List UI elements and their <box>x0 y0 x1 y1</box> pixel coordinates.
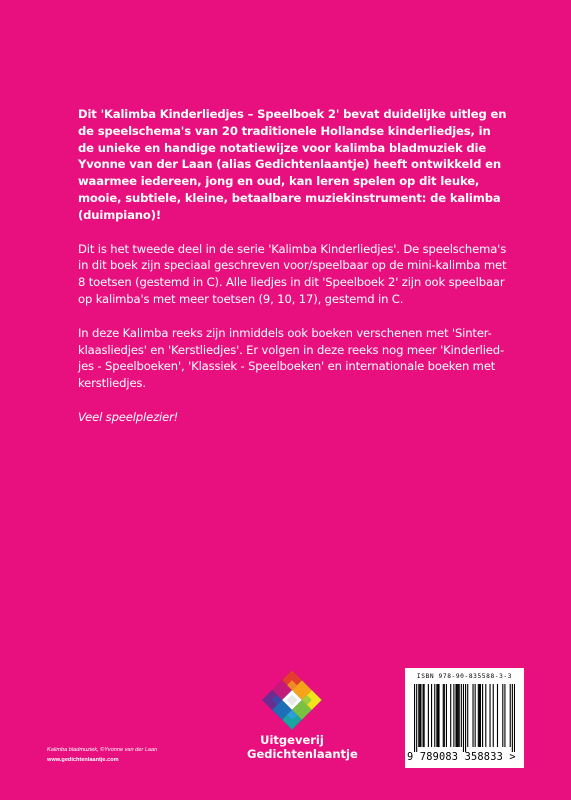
barcode-bar <box>438 684 439 747</box>
barcode-bar <box>502 684 503 747</box>
description-text <box>78 106 510 443</box>
barcode-bar <box>420 684 421 747</box>
barcode-bar <box>514 684 515 752</box>
barcode-bar <box>428 684 429 747</box>
barcode-bar <box>489 684 490 747</box>
barcode-bar <box>485 684 486 747</box>
barcode-bar <box>416 684 417 752</box>
barcode-bar <box>510 684 511 747</box>
barcode-bar <box>453 684 454 747</box>
closing-line: Veel speelplezier! <box>78 409 179 424</box>
barcode-bar <box>512 684 513 752</box>
barcode-bar <box>482 684 483 747</box>
publisher-block <box>247 670 358 761</box>
more-books-paragraph: In deze Kalimba reeks zijn inmiddels ook boeken verschenen met 'Sinter-klaasliedjes' en 'Kerstliedjes'. Er volgen in deze reeks nog meer 'Kinderlied-jes - Speelboeken', 'Klassiek - Speelboeken' en internationale boeken met kerstliedjes. <box>78 325 505 391</box>
barcode-bar <box>443 684 444 747</box>
barcode-bar <box>467 684 468 747</box>
barcode-bar <box>450 684 451 747</box>
isbn-label: ISBN 978-90-835588-3-3 <box>416 673 513 680</box>
barcode-bar <box>419 684 420 747</box>
barcode-bar <box>431 684 432 747</box>
barcode-bar <box>478 684 479 747</box>
barcode-bar <box>423 684 424 747</box>
barcode-bar <box>463 684 464 752</box>
barcode-digits: 9 789083 358833 > <box>407 751 516 763</box>
barcode-bar <box>497 684 498 747</box>
barcode-bar <box>493 684 494 747</box>
barcode-bar <box>458 684 459 747</box>
barcode-bar <box>444 684 445 747</box>
barcode-bar <box>479 684 480 747</box>
barcode-bar <box>424 684 425 747</box>
publisher-logo-icon <box>262 670 322 730</box>
barcode-bar <box>446 684 447 747</box>
publisher-name-line2: Gedichtenlaantje <box>247 747 358 761</box>
barcode-box <box>405 668 524 768</box>
barcode-bar <box>437 684 438 747</box>
barcode-bar <box>475 684 476 747</box>
series-paragraph: Dit is het tweede deel in de serie 'Kalimba Kinderliedjes'. De speelschema's in dit boek zijn speciaal geschreven voor/speelbaar op de mini-kalimba met 8 toetsen (gestemd in C). Alle liedjes in dit 'Speelboek 2' zijn ook speelbaar op kalimba's met meer toetsen (9, 10, 17), gestemd in C. <box>78 241 507 306</box>
publisher-name-line1: Uitgeverij <box>260 733 324 747</box>
barcode-bar <box>465 684 466 752</box>
barcode-bar <box>480 684 481 747</box>
barcode-bar <box>459 684 460 747</box>
intro-paragraph: Dit 'Kalimba Kinderliedjes – Speelboek 2' bevat duidelijke uitleg en de speelschema's van 20 traditionele Hollandse kinderliedjes, in de unieke en handige notatiewijze voor kalimba bladmuziek die Yvonne van der Laan (alias Gedichtenlaantje) heeft ontwikkeld en waarmee iedereen, jong en oud, kan leren spelen op dit leuke, mooie, subtiele, kleine, betaalbare muziekinstrument: de kalimba (duimpiano)! <box>78 107 507 222</box>
credits <box>47 745 157 765</box>
barcode-bar <box>504 684 505 747</box>
barcode-bar <box>418 684 419 747</box>
barcode-bar <box>472 684 473 747</box>
copyright-line: Kalimba bladmuziek, ©Yvonne van der Laan <box>47 747 158 753</box>
barcode-bar <box>436 684 437 747</box>
barcode-icon <box>414 684 515 752</box>
barcode-bar <box>457 684 458 747</box>
barcode-bar <box>461 684 462 747</box>
barcode-bar <box>434 684 435 747</box>
barcode-bar <box>414 684 415 752</box>
barcode-bar <box>455 684 456 747</box>
website-url: www.gedichtenlaantje.com <box>47 757 119 763</box>
